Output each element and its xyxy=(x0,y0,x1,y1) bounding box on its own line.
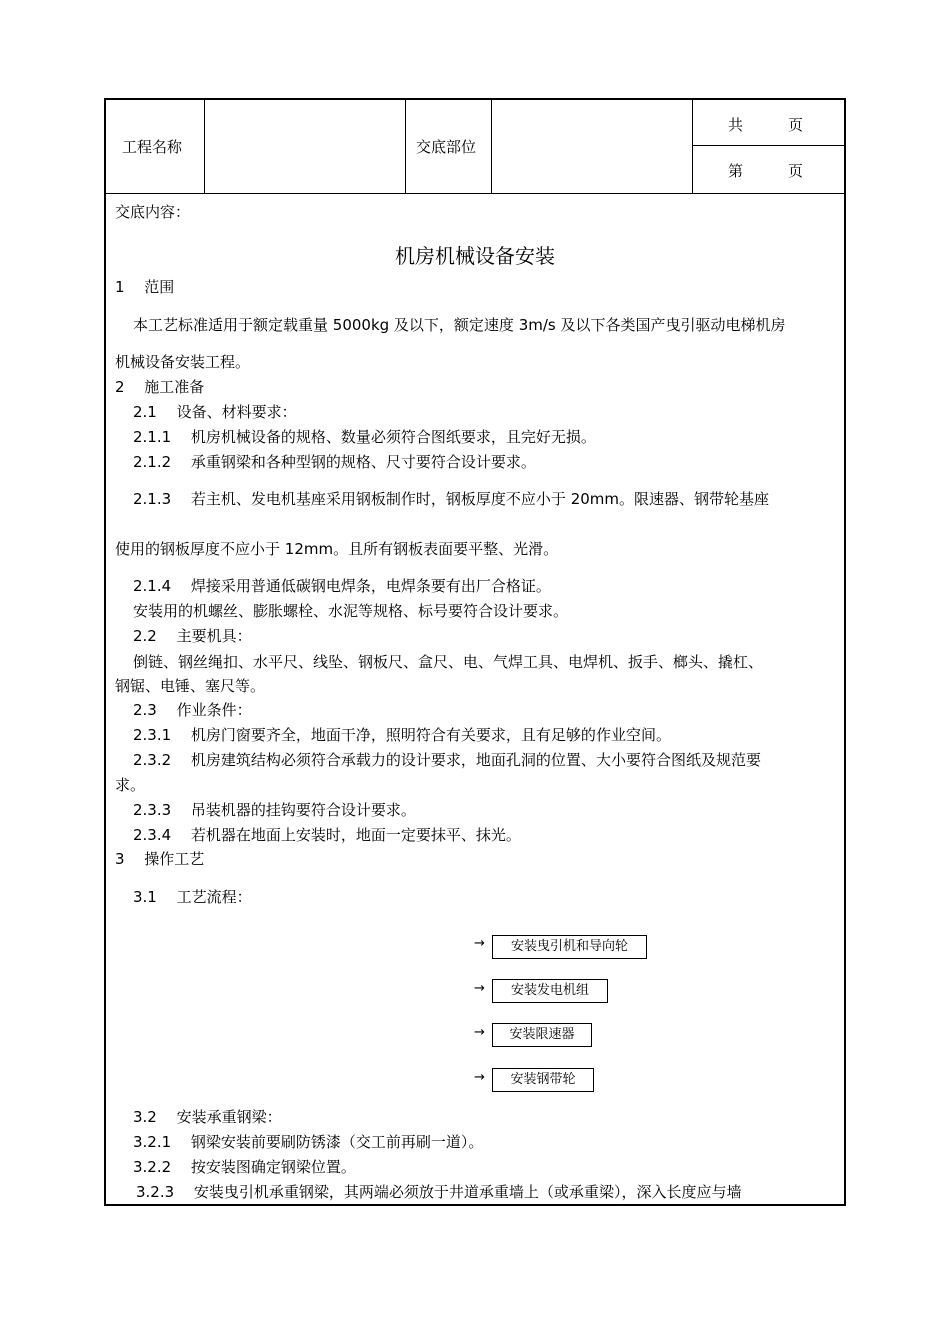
paragraph-line: 倒链、钢丝绳扣、水平尺、线坠、钢板尺、盒尺、电、气焊工具、电焊机、扳手、榔头、撬杠、 xyxy=(133,653,764,671)
paragraph-line: 2.3.3 吊装机器的挂钩要符合设计要求。 xyxy=(133,801,416,819)
paragraph-line: 2.3.1 机房门窗要齐全，地面干净，照明符合有关要求，且有足够的作业空间。 xyxy=(133,726,671,744)
paragraph-line: 机械设备安装工程。 xyxy=(115,353,251,371)
header-divider xyxy=(692,145,844,146)
flow-step: 安装限速器 xyxy=(492,1023,592,1047)
header-divider xyxy=(405,100,406,193)
paragraph-line: 3.2.1 钢梁安装前要刷防锈漆（交工前再刷一道）。 xyxy=(133,1133,484,1151)
subsection-heading: 3.1 工艺流程： xyxy=(133,888,252,906)
flow-arrow: → xyxy=(474,1070,485,1085)
header-divider xyxy=(204,100,205,193)
flow-step: 安装发电机组 xyxy=(492,979,608,1003)
document-frame xyxy=(104,98,846,1206)
paragraph-line: 使用的钢板厚度不应小于 12mm。且所有钢板表面要平整、光滑。 xyxy=(115,540,559,558)
paragraph-line: 本工艺标准适用于额定载重量 5000kg 及以下，额定速度 3m/s 及以下各类国产曳引驱动电梯机房 xyxy=(133,316,786,334)
header-divider xyxy=(491,100,492,193)
flow-step: 安装钢带轮 xyxy=(492,1068,594,1092)
subsection-heading: 2.1 设备、材料要求： xyxy=(133,403,297,421)
total-pages: 共 页 xyxy=(728,116,804,134)
section-heading: 1 范围 xyxy=(115,278,175,296)
flow-arrow: → xyxy=(474,981,485,996)
flow-arrow: → xyxy=(474,1025,485,1040)
header-table xyxy=(106,100,844,194)
paragraph-line: 安装用的机螺丝、膨胀螺栓、水泥等规格、标号要符合设计要求。 xyxy=(133,602,569,620)
paragraph-line: 3.2.3 安装曳引机承重钢梁，其两端必须放于井道承重墙上（或承重梁），深入长度应与墙 xyxy=(136,1183,742,1201)
header-divider xyxy=(692,100,693,193)
project-name-label: 工程名称 xyxy=(122,138,183,156)
paragraph-line: 2.1.2 承重钢梁和各种型钢的规格、尺寸要符合设计要求。 xyxy=(133,453,536,471)
flow-arrow: → xyxy=(474,936,485,951)
paragraph-line: 2.1.4 焊接采用普通低碳钢电焊条，电焊条要有出厂合格证。 xyxy=(133,577,551,595)
content-label: 交底内容： xyxy=(115,203,191,221)
document-title: 机房机械设备安装 xyxy=(395,244,555,268)
paragraph-line: 2.1.1 机房机械设备的规格、数量必须符合图纸要求，且完好无损。 xyxy=(133,428,596,446)
section-heading: 2 施工准备 xyxy=(115,378,205,396)
paragraph-line: 钢锯、电锤、塞尺等。 xyxy=(115,677,266,695)
paragraph-line: 求。 xyxy=(115,776,146,794)
handover-part-label: 交底部位 xyxy=(416,138,477,156)
subsection-heading: 2.2 主要机具： xyxy=(133,627,252,645)
page-number: 第 页 xyxy=(728,162,804,180)
flow-step: 安装曳引机和导向轮 xyxy=(492,935,647,959)
section-heading: 3 操作工艺 xyxy=(115,850,205,868)
subsection-heading: 3.2 安装承重钢梁： xyxy=(133,1108,282,1126)
paragraph-line: 2.3.4 若机器在地面上安装时，地面一定要抹平、抹光。 xyxy=(133,826,521,844)
paragraph-line: 2.1.3 若主机、发电机基座采用钢板制作时，钢板厚度不应小于 20mm。限速器、钢带轮基座 xyxy=(133,490,770,508)
subsection-heading: 2.3 作业条件： xyxy=(133,701,252,719)
paragraph-line: 3.2.2 按安装图确定钢梁位置。 xyxy=(133,1158,356,1176)
paragraph-line: 2.3.2 机房建筑结构必须符合承载力的设计要求，地面孔洞的位置、大小要符合图纸及规范要 xyxy=(133,751,761,769)
